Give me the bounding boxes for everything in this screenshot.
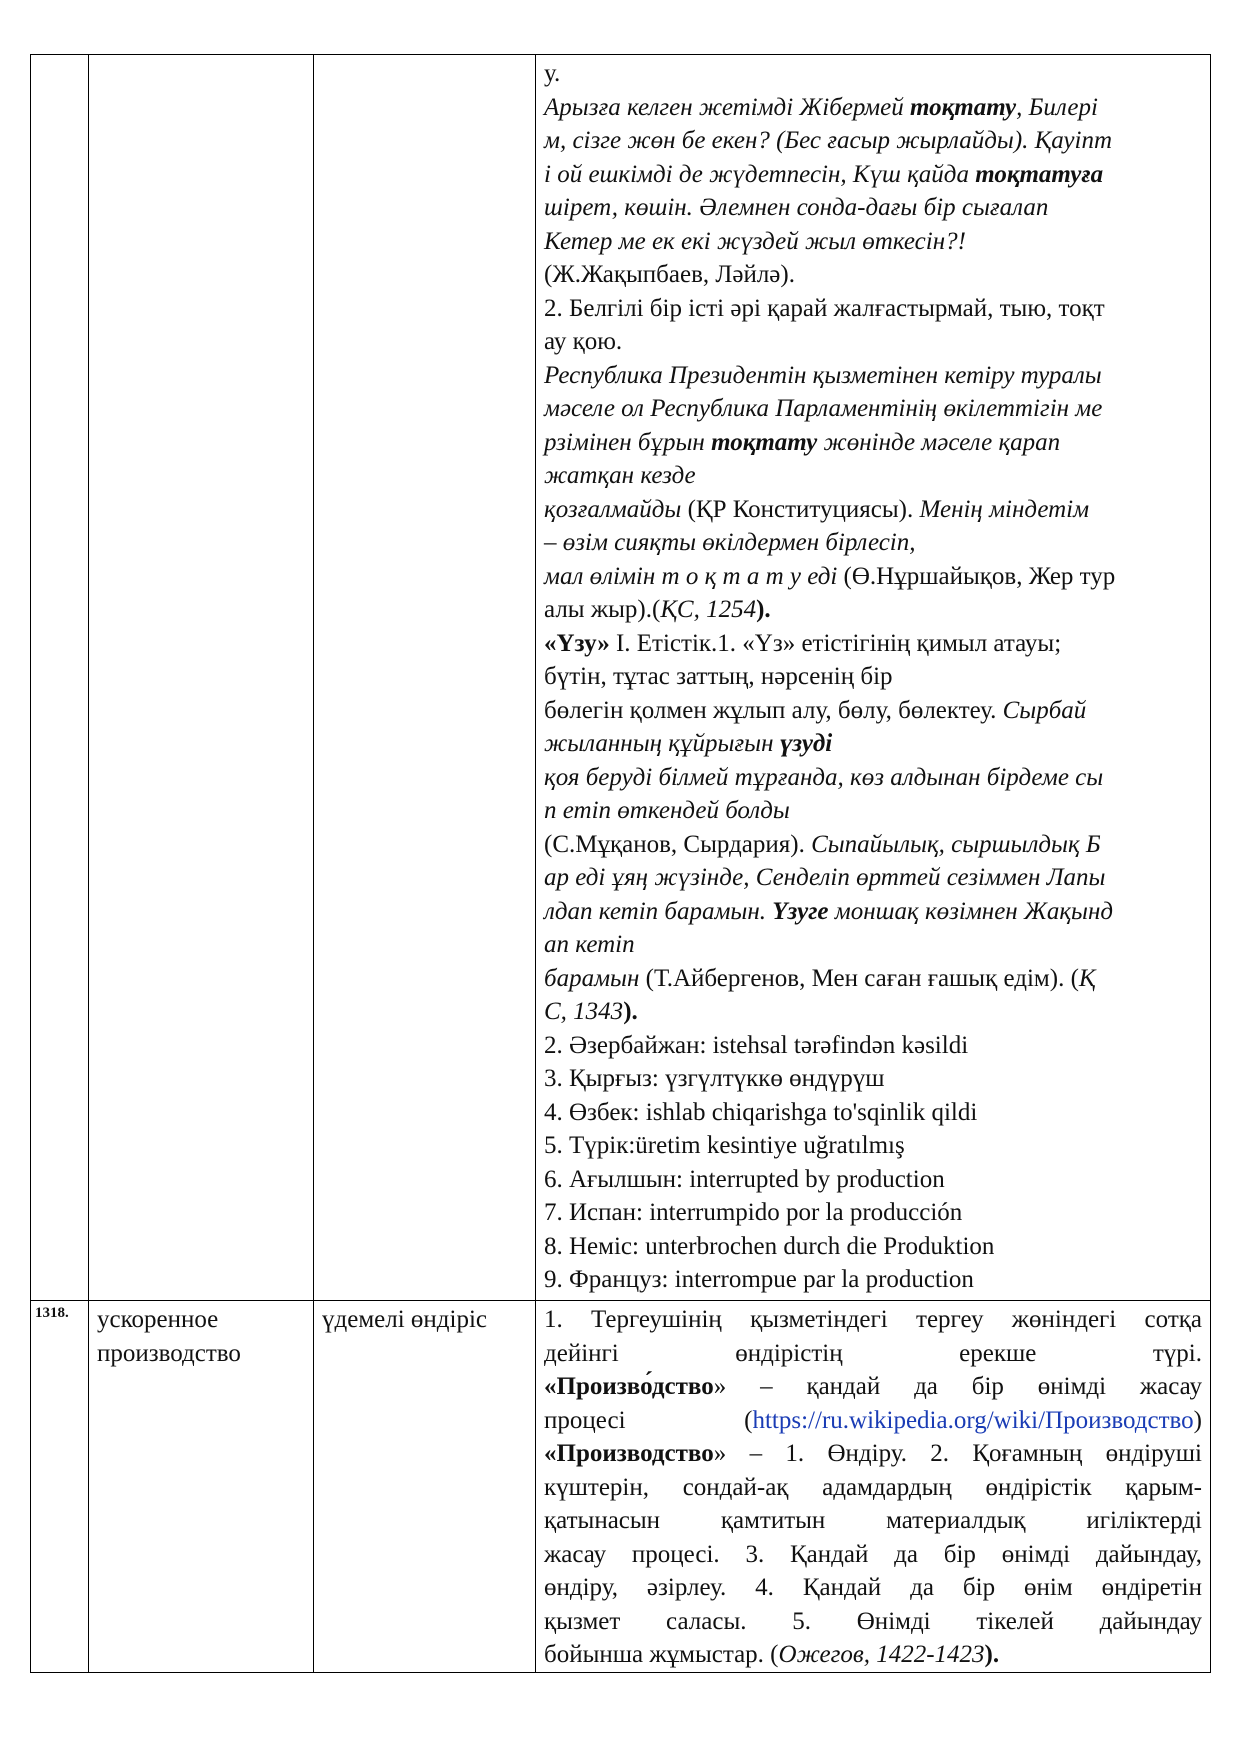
text-run: Арызға келген жетімді Жібермей <box>544 93 910 121</box>
kazakh-term <box>314 55 536 1301</box>
text-run: «Үзу» <box>544 629 610 657</box>
kazakh-term: үдемелі өндіріс <box>314 1301 536 1673</box>
text-run: у. <box>544 60 561 87</box>
text-run: рзімінен бұрын <box>544 428 712 456</box>
text-run: мал өлімін <box>544 562 662 590</box>
text-run: Үзуге <box>772 897 829 925</box>
text-run: І. Етістік.1. «Үз» етістігінің қимыл атауы; <box>609 629 1062 657</box>
text-run: процесі ( <box>544 1406 753 1434</box>
text-run: «Производство <box>544 1440 714 1467</box>
text-run: 4. Өзбек: ishlab chiqarishga to'sqinlik qildi <box>544 1098 978 1126</box>
text-run: дейінгі өндірістің ерекше түрі. <box>544 1339 1202 1367</box>
definition-line <box>544 91 1202 125</box>
text-run: тоқтату <box>909 93 1017 121</box>
text-run: жыланның құйрығын <box>544 730 780 757</box>
text-run: м, сізге жөн бе екен? (Бес ғасыр жырлайды). Қауіпт <box>544 127 1113 154</box>
text-run: С, 1343 <box>544 998 624 1025</box>
definition-line <box>544 258 1202 292</box>
russian-term <box>89 55 314 1301</box>
text-run: 6. Ағылшын: interrupted by production <box>544 1165 945 1193</box>
text-run: бүтін, тұтас заттың, нәрсенің бір <box>544 663 893 690</box>
text-run: 9. Француз: interrompue par la production <box>544 1266 974 1293</box>
text-run: (Т.Айбергенов, Мен саған ғашық едім). ( <box>639 964 1079 992</box>
text-run: жасау процесі. 3. Қандай да бір өнімді дайындау, <box>544 1540 1202 1568</box>
text-run: Қ <box>1078 964 1096 992</box>
definition-cell <box>536 55 1211 1301</box>
text-run: 5. Түрік:üretim kesintiye uğratılmış <box>544 1132 905 1159</box>
text-run: бойынша жұмыстар. ( <box>544 1641 779 1668</box>
definition-line <box>544 560 1202 594</box>
definition-line <box>544 593 1202 627</box>
entry-number: 1318. <box>31 1301 89 1673</box>
text-run: п етіп өткендей болды <box>544 797 790 824</box>
text-run: ). <box>756 596 771 623</box>
definition-cell <box>536 1301 1211 1673</box>
text-run: тоқтатуға <box>975 160 1104 188</box>
definition-line <box>544 124 1202 158</box>
table-row <box>31 55 1211 1301</box>
definition-line <box>544 1437 1202 1471</box>
text-run: ). <box>984 1641 1000 1668</box>
text-run: қоя беруді білмей тұрғанда, көз алдынан бірдеме сы <box>544 763 1104 791</box>
definition-line <box>544 794 1202 828</box>
text-run: шірет, көшін. Әлемнен сонда-дағы бір сығалап <box>544 194 1049 221</box>
definition-line <box>544 828 1202 862</box>
text-run: еді <box>800 562 838 590</box>
text-run: қозғалмайды <box>544 495 682 523</box>
russian-term: ускоренное производство <box>89 1301 314 1673</box>
definition-line <box>544 861 1202 895</box>
definition-line <box>544 191 1202 225</box>
definition-line <box>544 1096 1202 1130</box>
text-run: , Билері <box>1016 93 1098 121</box>
text-run: бөлегін қолмен жұлып алу, бөлу, бөлектеу. <box>544 696 1003 724</box>
definition-line <box>544 426 1202 460</box>
definition-line <box>544 928 1202 962</box>
text-run: Кетер ме ек екі жүздей жыл өткесін?! <box>544 227 966 255</box>
text-run: қызмет саласы. 5. Өнімді тікелей дайындау <box>544 1607 1202 1635</box>
definition-line <box>544 1337 1202 1371</box>
definition-line <box>544 727 1202 761</box>
text-run: 3. Қырғыз: үзгүлтүккө өндүрүш <box>544 1065 885 1092</box>
text-run: Ожегов, 1422-1423 <box>778 1641 985 1668</box>
text-run: 7. Испан: interrumpido por la producción <box>544 1199 963 1226</box>
definition-line <box>544 660 1202 694</box>
definition-line <box>544 694 1202 728</box>
text-run: ) <box>1193 1406 1202 1434</box>
text-run: моншақ көзімнен Жақынд <box>828 897 1114 925</box>
text-run: «Произво́дство <box>544 1373 714 1400</box>
text-run: барамын <box>544 964 640 992</box>
definition-line <box>544 1370 1202 1404</box>
definition-line <box>544 1196 1202 1230</box>
text-run: жөнінде мәселе қарап <box>817 428 1061 456</box>
text-run: мәселе ол Республика Парламентінің өкілеттігін ме <box>544 395 1103 422</box>
text-run: үзуді <box>779 730 833 757</box>
definition-line <box>544 57 1202 91</box>
definition-line <box>544 325 1202 359</box>
text-run: і ой ешкімді де жүдетпесін, Күш қайда <box>544 160 976 188</box>
definition-line <box>544 392 1202 426</box>
definition-line <box>544 1163 1202 1197</box>
text-run: ар еді ұяң жүзінде, Сенделіп өрттей сезіммен Лапы <box>544 864 1106 891</box>
definition-line <box>544 895 1202 929</box>
text-run: – өзім сияқты өкілдермен бірлесіп, <box>544 529 916 556</box>
text-run: жатқан кезде <box>544 462 696 489</box>
definition-line <box>544 1029 1202 1063</box>
text-run: қатынасын қамтитын материалдық игіліктерді <box>544 1507 1202 1534</box>
definition-line <box>544 459 1202 493</box>
entry-number <box>31 55 89 1301</box>
definition-line <box>544 1605 1202 1639</box>
text-run: 1. Тергеушінің қызметіндегі тергеу жөніндегі сотқа <box>544 1306 1202 1333</box>
definition-line <box>544 1404 1202 1438</box>
text-run: (С.Мұқанов, Сырдария). <box>544 830 812 858</box>
text-run: (Ө.Нұршайықов, Жер тур <box>837 562 1116 590</box>
definition-line <box>544 627 1202 661</box>
definition-line <box>544 493 1202 527</box>
definition-line <box>544 962 1202 996</box>
definition-line <box>544 292 1202 326</box>
text-run: (ҚР Конституциясы). <box>681 495 920 523</box>
text-run: тоқтату <box>711 428 818 456</box>
text-run: ). <box>623 998 638 1025</box>
text-run: » – 1. Өндіру. 2. Қоғамның өндіруші <box>713 1440 1202 1467</box>
text-run: лдап кетіп барамын. <box>544 897 773 925</box>
definition-line <box>544 1571 1202 1605</box>
table-row <box>31 1301 1211 1673</box>
text-run: ҚС, 1254 <box>660 596 757 623</box>
text-run: Сыпайылық, сыршылдық Б <box>811 830 1101 858</box>
definition-line <box>544 995 1202 1029</box>
text-run: Республика Президентін қызметінен кетіру туралы <box>544 361 1102 389</box>
definition-line <box>544 225 1202 259</box>
definition-line <box>544 1263 1202 1297</box>
text-run: ау қою. <box>544 328 623 355</box>
text-run: өндіру, әзірлеу. 4. Қандай да бір өнім өндіретін <box>544 1574 1202 1601</box>
definition-line <box>544 1638 1202 1672</box>
definition-line <box>544 1504 1202 1538</box>
definition-line <box>544 1303 1202 1337</box>
text-run: » – қандай да бір өнімді жасау <box>713 1373 1202 1400</box>
definition-line <box>544 1062 1202 1096</box>
text-run: 2. Әзербайжан: istehsal tərəfindən kəsildi <box>544 1031 969 1059</box>
text-run: ап кетіп <box>544 931 635 958</box>
definition-line <box>544 761 1202 795</box>
definition-line <box>544 1129 1202 1163</box>
definition-line <box>544 526 1202 560</box>
text-run: 2. Белгілі бір істі әрі қарай жалғастырмай, тыю, тоқт <box>544 294 1105 322</box>
text-run: (Ж.Жақыпбаев, Ләйлә). <box>544 261 795 288</box>
text-run: күштерін, сондай-ақ адамдардың өндірістік қарым- <box>544 1473 1202 1501</box>
definition-line <box>544 1230 1202 1264</box>
dictionary-table <box>30 54 1211 1673</box>
text-run: Сырбай <box>1002 696 1087 724</box>
text-run: 8. Неміс: unterbrochen durch die Produktion <box>544 1232 995 1260</box>
text-run: т о қ т а т у <box>661 562 801 590</box>
wiki-link[interactable]: https://ru.wikipedia.org/wiki/Производство <box>752 1406 1194 1434</box>
text-run: алы жыр).( <box>544 596 661 623</box>
definition-line <box>544 1538 1202 1572</box>
definition-line <box>544 1471 1202 1505</box>
definition-line <box>544 359 1202 393</box>
definition-line <box>544 158 1202 192</box>
text-run: Менің міндетім <box>919 495 1090 523</box>
